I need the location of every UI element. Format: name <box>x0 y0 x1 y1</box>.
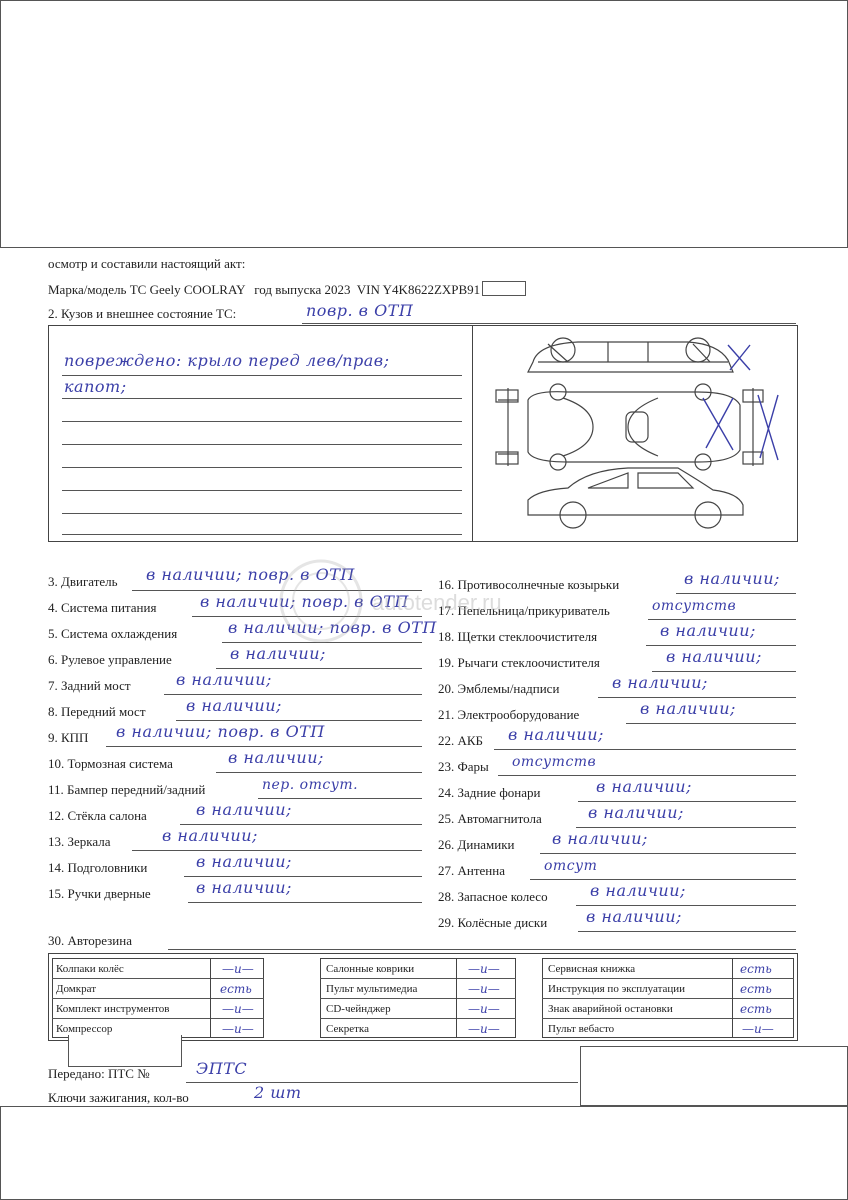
col2-row1-label: Салонные коврики <box>326 963 415 975</box>
vehicle-line <box>48 281 526 298</box>
item-10-line <box>216 772 422 773</box>
col3-row3-label: Знак аварийной остановки <box>548 1003 673 1015</box>
col2-row3-label: CD-чейнджер <box>326 1003 391 1015</box>
item-11-label: 11. Бампер передний/задний <box>48 782 206 797</box>
col2-row4-label: Секретка <box>326 1023 369 1035</box>
item-5-value: в наличии; повр. в ОТП <box>228 618 437 637</box>
pts-label: Передано: ПТС № <box>48 1066 150 1081</box>
col1-row1-value: —и— <box>222 962 254 976</box>
pts-value: ЭПТС <box>196 1059 248 1078</box>
body-section-handwritten-short: повр. в ОТП <box>306 301 414 320</box>
item-29-line <box>578 931 796 932</box>
col2-row1-value: —и— <box>468 962 500 976</box>
damage-handwritten-2: капот; <box>64 377 127 396</box>
item-12-value: в наличии; <box>196 800 292 819</box>
item-20-label: 20. Эмблемы/надписи <box>438 681 560 696</box>
item-7-label: 7. Задний мост <box>48 678 131 693</box>
tires-label: 30. Авторезина <box>48 933 132 948</box>
car-diagram-divider <box>472 325 473 542</box>
item-29-label: 29. Колёсные диски <box>438 915 548 930</box>
body-section-label: 2. Кузов и внешнее состояние ТС: <box>48 306 237 321</box>
item-17-label: 17. Пепельница/прикуриватель <box>438 603 610 618</box>
damage-line-3 <box>62 421 462 422</box>
item-23-line <box>498 775 796 776</box>
item-19-label: 19. Рычаги стеклоочистителя <box>438 655 600 670</box>
redacted-header-block <box>0 0 848 248</box>
col2-row-sep-2 <box>320 998 516 999</box>
item-21-value: в наличии; <box>640 699 736 718</box>
item-24-value: в наличии; <box>596 777 692 796</box>
item-20-line <box>598 697 796 698</box>
col1-row3-value: —и— <box>222 1002 254 1016</box>
col3-value-sep <box>732 958 733 1038</box>
col3-row1-label: Сервисная книжка <box>548 963 636 975</box>
col3-row-sep-1 <box>542 978 794 979</box>
col3-row4-value: —и— <box>742 1022 774 1036</box>
item-20-value: в наличии; <box>612 673 708 692</box>
item-15-value: в наличии; <box>196 878 292 897</box>
item-24-line <box>578 801 796 802</box>
item-13-value: в наличии; <box>162 826 258 845</box>
col1-row4-label: Компрессор <box>56 1023 113 1035</box>
body-section-underline <box>302 323 796 324</box>
item-17-value: отсутств <box>652 598 737 614</box>
item-28-line <box>576 905 796 906</box>
item-14-value: в наличии; <box>196 852 292 871</box>
item-15-line <box>188 902 422 903</box>
watermark-logo-icon <box>276 556 366 646</box>
col3-row2-label: Инструкция по эксплуатации <box>548 983 686 995</box>
col2-row2-value: —и— <box>468 982 500 996</box>
col1-row-sep-1 <box>52 978 264 979</box>
col3-row3-value: есть <box>740 1002 772 1016</box>
col1-value-sep <box>210 958 211 1038</box>
item-14-label: 14. Подголовники <box>48 860 148 875</box>
damage-line-5 <box>62 467 462 468</box>
item-10-label: 10. Тормозная система <box>48 756 173 771</box>
col3-row-sep-2 <box>542 998 794 999</box>
item-28-label: 28. Запасное колесо <box>438 889 548 904</box>
col3-row4-label: Пульт вебасто <box>548 1023 615 1035</box>
item-22-line <box>494 749 796 750</box>
item-13-label: 13. Зеркала <box>48 834 111 849</box>
item-26-line <box>540 853 796 854</box>
col2-value-sep <box>456 958 457 1038</box>
col3-row-sep-3 <box>542 1018 794 1019</box>
redacted-signature-block-right <box>580 1046 848 1106</box>
item-26-label: 26. Динамики <box>438 837 515 852</box>
item-22-value: в наличии; <box>508 725 604 744</box>
item-21-label: 21. Электрооборудование <box>438 707 580 722</box>
vehicle-vin: VIN Y4K8622ZXPB91 <box>356 282 481 297</box>
item-6-value: в наличии; <box>230 644 326 663</box>
col2-row-sep-1 <box>320 978 516 979</box>
item-6-line <box>216 668 422 669</box>
damage-line-7 <box>62 513 462 514</box>
intro-text: осмотр и составили настоящий акт: <box>48 256 246 271</box>
item-15-label: 15. Ручки дверные <box>48 886 151 901</box>
vehicle-year: год выпуска 2023 <box>254 282 351 297</box>
keys-label: Ключи зажигания, кол-во <box>48 1090 189 1105</box>
item-10-value: в наличии; <box>228 748 324 767</box>
item-27-label: 27. Антенна <box>438 863 505 878</box>
item-18-line <box>646 645 796 646</box>
damage-line-4 <box>62 444 462 445</box>
item-19-value: в наличии; <box>666 647 762 666</box>
item-16-label: 16. Противосолнечные козырьки <box>438 577 620 592</box>
item-25-value: в наличии; <box>588 803 684 822</box>
item-23-value: отсутств <box>512 754 597 770</box>
col1-row-sep-2 <box>52 998 264 999</box>
vehicle-model: Марка/модель ТС Geely COOLRAY <box>48 282 246 297</box>
item-19-line <box>652 671 796 672</box>
redacted-signature-block-left <box>68 1035 182 1067</box>
item-4-value: в наличии; повр. в ОТП <box>200 592 409 611</box>
vin-redacted-box <box>482 281 526 296</box>
damage-line-2 <box>62 398 462 399</box>
col3-row1-value: есть <box>740 962 772 976</box>
item-4-label: 4. Система питания <box>48 600 157 615</box>
redacted-footer-block <box>0 1106 848 1200</box>
item-9-label: 9. КПП <box>48 730 89 745</box>
damage-line-8 <box>62 534 462 535</box>
item-25-line <box>576 827 796 828</box>
car-diagram-icon <box>478 330 793 535</box>
col2-row-sep-3 <box>320 1018 516 1019</box>
item-25-label: 25. Автомагнитола <box>438 811 542 826</box>
col1-row4-value: —и— <box>222 1022 254 1036</box>
item-14-line <box>184 876 422 877</box>
col1-row-sep-3 <box>52 1018 264 1019</box>
col2-row3-value: —и— <box>468 1002 500 1016</box>
col1-row2-label: Домкрат <box>56 983 97 995</box>
item-3-label: 3. Двигатель <box>48 574 118 589</box>
item-8-value: в наличии; <box>186 696 282 715</box>
item-26-value: в наличии; <box>552 829 648 848</box>
damage-handwritten-1: повреждено: крыло перед лев/прав; <box>64 351 390 370</box>
pts-line <box>186 1082 578 1083</box>
item-5-label: 5. Система охлаждения <box>48 626 178 641</box>
col2-row4-value: —и— <box>468 1022 500 1036</box>
item-9-line <box>106 746 422 747</box>
item-3-value: в наличии; повр. в ОТП <box>146 565 355 584</box>
damage-line-6 <box>62 490 462 491</box>
item-17-line <box>648 619 796 620</box>
item-16-value: в наличии; <box>684 569 780 588</box>
item-11-line <box>258 798 422 799</box>
item-18-value: в наличии; <box>660 621 756 640</box>
item-12-label: 12. Стёкла салона <box>48 808 147 823</box>
item-28-value: в наличии; <box>590 881 686 900</box>
item-7-value: в наличии; <box>176 670 272 689</box>
tires-line <box>168 949 796 950</box>
col3-row2-value: есть <box>740 982 772 996</box>
damage-line-1 <box>62 375 462 376</box>
item-22-label: 22. АКБ <box>438 733 484 748</box>
col1-row3-label: Комплект инструментов <box>56 1003 170 1015</box>
item-18-label: 18. Щетки стеклоочистителя <box>438 629 598 644</box>
item-8-line <box>176 720 422 721</box>
item-13-line <box>132 850 422 851</box>
item-27-line <box>530 879 796 880</box>
keys-value: 2 шт <box>254 1083 302 1102</box>
item-16-line <box>676 593 796 594</box>
item-11-value: пер. отсут. <box>262 777 359 793</box>
watermark-text: autotender.ru <box>372 590 502 615</box>
item-29-value: в наличии; <box>586 907 682 926</box>
col1-row2-value: есть <box>220 982 252 996</box>
item-8-label: 8. Передний мост <box>48 704 146 719</box>
col1-row1-label: Колпаки колёс <box>56 963 124 975</box>
item-27-value: отсут <box>544 858 598 874</box>
item-23-label: 23. Фары <box>438 759 489 774</box>
item-6-label: 6. Рулевое управление <box>48 652 172 667</box>
item-12-line <box>180 824 422 825</box>
item-21-line <box>626 723 796 724</box>
col2-row2-label: Пульт мультимедиа <box>326 983 418 995</box>
item-24-label: 24. Задние фонари <box>438 785 541 800</box>
item-7-line <box>164 694 422 695</box>
item-9-value: в наличии; повр. в ОТП <box>116 722 325 741</box>
